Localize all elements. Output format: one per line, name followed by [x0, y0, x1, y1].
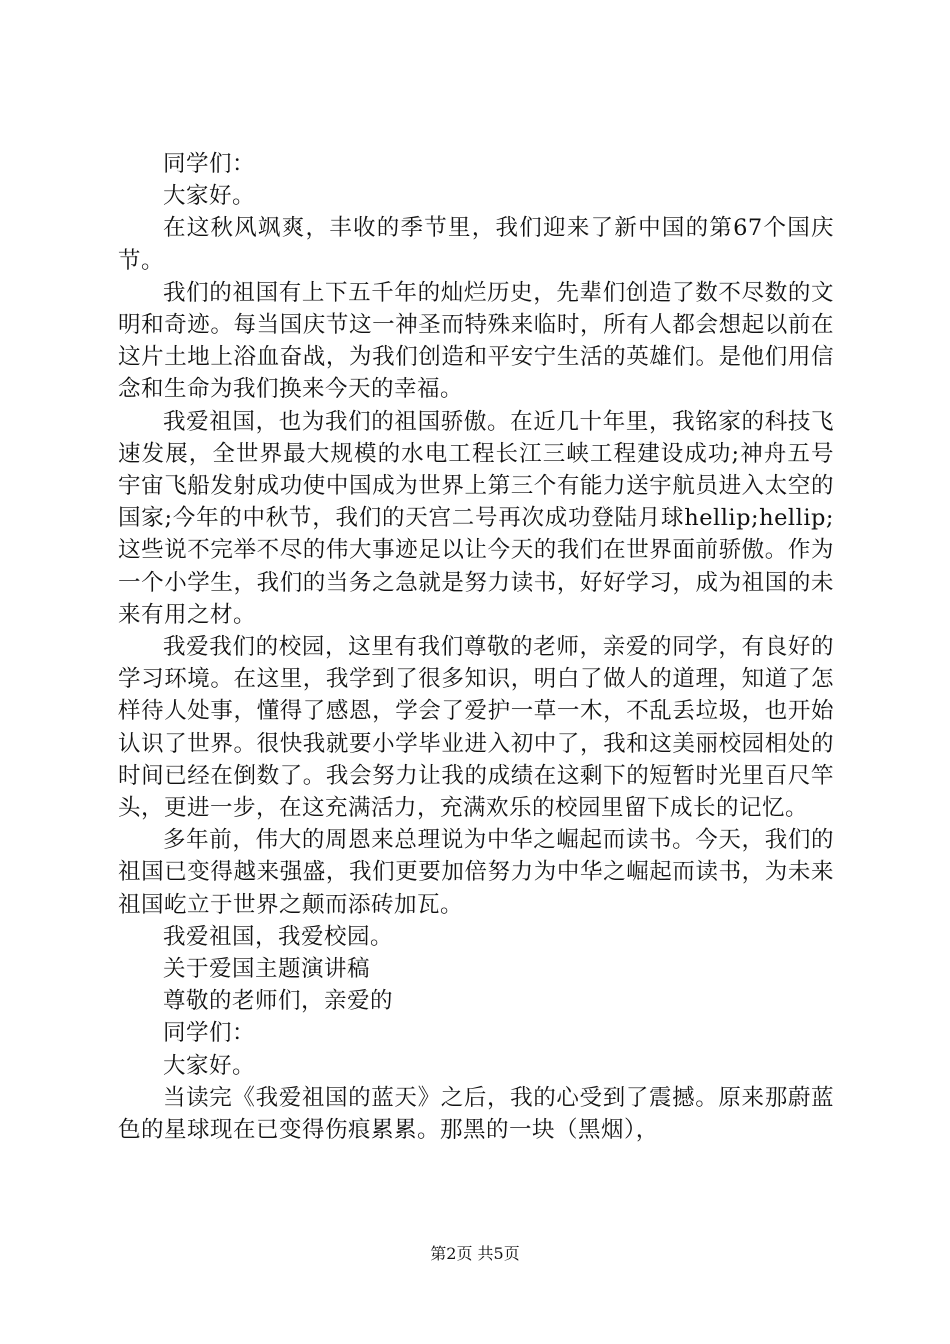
paragraph-greeting: 同学们：: [163, 151, 256, 177]
paragraph-intro: 在这秋风飒爽，丰收的季节里，我们迎来了新中国的第67个国庆节。: [118, 215, 834, 274]
paragraph-salutation: 尊敬的老师们，亲爱的: [163, 988, 394, 1015]
paragraph-pride: 我爱祖国，也为我们的祖国骄傲。在近几十年里，我铭家的科技飞速发展，全世界最大规模的水电工程长江三峡工程建设成功;神舟五号宇宙飞船发射成功使中国成为世界上第三个有能力送宇航员进入太空的国家;今年的中秋节，我们的天宫二号再次成功登陆月球hellip;hellip;这些说不完举不尽的伟大事迹足以让今天的我们在世界面前骄傲。作为一个小学生，我们的当务之急就是努力读书，好好学习，成为祖国的未来有用之材。: [118, 408, 834, 628]
paragraph-hello-2: 大家好。: [163, 1052, 256, 1079]
paragraph-love: 我爱祖国，我爱校园。: [163, 923, 394, 950]
paragraph-campus: 我爱我们的校园，这里有我们尊敬的老师，亲爱的同学，有良好的学习环境。在这里，我学到了很多知识，明白了做人的道理，知道了怎样待人处事，懂得了感恩，学会了爱护一草一木，不乱丢垃圾，也开始认识了世界。很快我就要小学毕业进入初中了，我和这美丽校园相处的时间已经在倒数了。我会努力让我的成绩在这剩下的短暂时光里百尺竿头，更进一步，在这充满活力，充满欢乐的校园里留下成长的记忆。: [118, 634, 834, 822]
paragraph-study: 多年前，伟大的周恩来总理说为中华之崛起而读书。今天，我们的祖国已变得越来强盛，我们更要加倍努力为中华之崛起而读书，为未来祖国屹立于世界之颠而添砖加瓦。: [118, 827, 834, 918]
document-body: [118, 148, 834, 1146]
paragraph-blue-sky: 当读完《我爱祖国的蓝天》之后，我的心受到了震撼。原来那蔚蓝色的星球现在已变得伤痕累累。那黑的一块（黑烟），: [118, 1084, 834, 1144]
page-number: 第2页 共5页: [430, 1244, 520, 1263]
paragraph-hello: 大家好。: [163, 183, 256, 210]
paragraph-history: 我们的祖国有上下五千年的灿烂历史，先辈们创造了数不尽数的文明和奇迹。每当国庆节这一神圣而特殊来临时，所有人都会想起以前在这片土地上浴血奋战，为我们创造和平安宁生活的英雄们。是他们用信念和生命为我们换来今天的幸福。: [118, 279, 834, 403]
paragraph-greeting-2: 同学们：: [163, 1020, 256, 1047]
section-title: 关于爱国主题演讲稿: [163, 956, 371, 983]
